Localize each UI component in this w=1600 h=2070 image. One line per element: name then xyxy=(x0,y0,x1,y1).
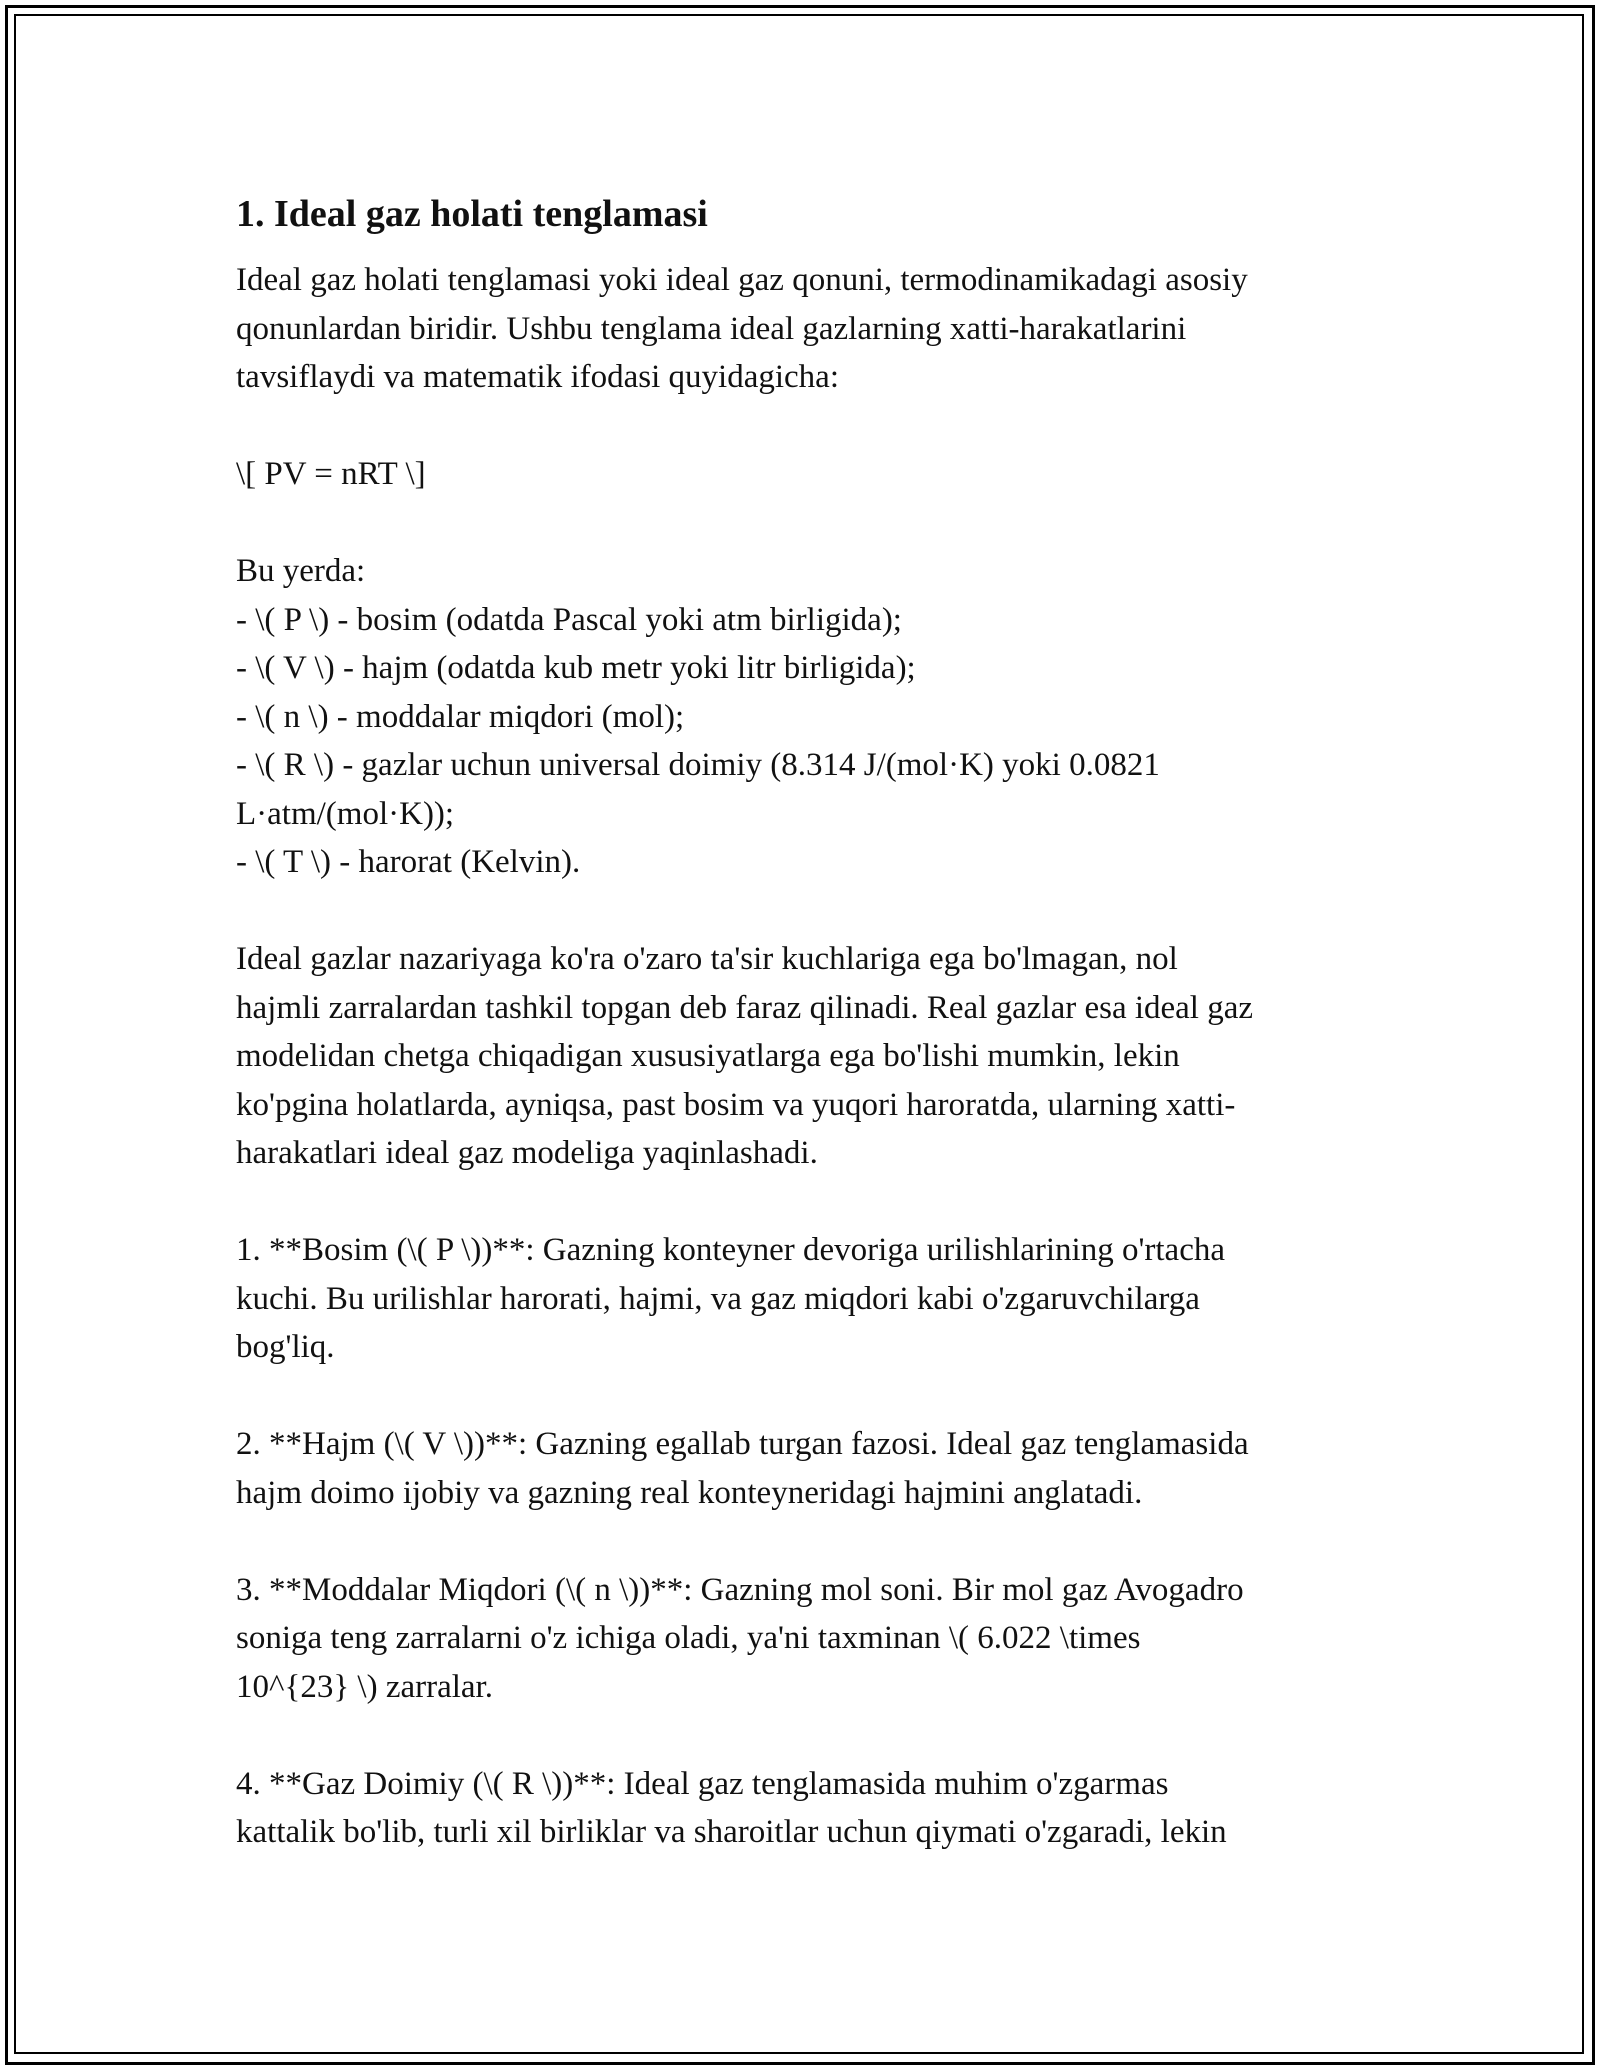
list-item-line: 3. **Moddalar Miqdori (\( n \))**: Gazning mol soni. Bir mol gaz Avogadro xyxy=(236,1571,1244,1608)
paragraph-gap xyxy=(236,1517,1386,1566)
intro-paragraph xyxy=(236,256,1386,1857)
list-item-line: kuchi. Bu urilishlar harorati, hajmi, va gaz miqdori kabi o'zgaruvchilarga xyxy=(236,1280,1200,1317)
list-item-line: bog'liq. xyxy=(236,1329,335,1365)
equation-line: \[ PV = nRT \] xyxy=(236,456,426,492)
document-body xyxy=(236,190,1386,1857)
text-line: harakatlari ideal gaz modeliga yaqinlashadi. xyxy=(236,1135,818,1171)
paragraph-gap xyxy=(236,1178,1386,1227)
variable-line: L·atm/(mol·K)); xyxy=(236,795,455,832)
text-line: tavsiflaydi va matematik ifodasi quyidagicha: xyxy=(236,359,839,395)
list-item-line: hajm doimo ijobiy va gazning real konteyneridagi hajmini anglatadi. xyxy=(236,1474,1143,1511)
paragraph-gap xyxy=(236,887,1386,936)
text-line: ko'pgina holatlarda, ayniqsa, past bosim va yuqori haroratda, ularning xatti- xyxy=(236,1086,1236,1123)
where-label: Bu yerda: xyxy=(236,553,366,589)
list-item-line: kattalik bo'lib, turli xil birliklar va sharoitlar uchun qiymati o'zgaradi, lekin xyxy=(236,1814,1227,1850)
list-item-line: 10^{23} \) zarralar. xyxy=(236,1668,493,1705)
paragraph-gap xyxy=(236,402,1386,451)
variable-line: - \( V \) - hajm (odatda kub metr yoki litr birligida); xyxy=(236,650,916,686)
paragraph-gap xyxy=(236,1711,1386,1760)
text-line: modelidan chetga chiqadigan xususiyatlarga ega bo'lishi mumkin, lekin xyxy=(236,1038,1180,1074)
text-line: Ideal gazlar nazariyaga ko'ra o'zaro ta'sir kuchlariga ega bo'lmagan, nol xyxy=(236,941,1178,977)
paragraph-gap xyxy=(236,1372,1386,1421)
list-item-line: soniga teng zarralarni o'z ichiga oladi, ya'ni taxminan \( 6.022 \times xyxy=(236,1620,1141,1656)
variable-line: - \( P \) - bosim (odatda Pascal yoki atm birligida); xyxy=(236,601,902,638)
list-item-line: 2. **Hajm (\( V \))**: Gazning egallab turgan fazosi. Ideal gaz tenglamasida xyxy=(236,1426,1249,1462)
text-line: Ideal gaz holati tenglamasi yoki ideal gaz qonuni, termodinamikadagi asosiy xyxy=(236,262,1248,298)
text-line: hajmli zarralardan tashkil topgan deb faraz qilinadi. Real gazlar esa ideal gaz xyxy=(236,989,1254,1026)
variable-line: - \( R \) - gazlar uchun universal doimiy (8.314 J/(mol·K) yoki 0.0821 xyxy=(236,747,1160,783)
text-line: qonunlardan biridir. Ushbu tenglama ideal gazlarning xatti-harakatlarini xyxy=(236,310,1187,347)
paragraph-gap xyxy=(236,499,1386,548)
list-item-line: 1. **Bosim (\( P \))**: Gazning konteyner devoriga urilishlarining o'rtacha xyxy=(236,1232,1226,1268)
variable-line: - \( n \) - moddalar miqdori (mol); xyxy=(236,698,685,735)
list-item-line: 4. **Gaz Doimiy (\( R \))**: Ideal gaz tenglamasida muhim o'zgarmas xyxy=(236,1765,1169,1802)
variable-line: - \( T \) - harorat (Kelvin). xyxy=(236,844,581,880)
section-heading: 1. Ideal gaz holati tenglamasi xyxy=(236,193,708,235)
